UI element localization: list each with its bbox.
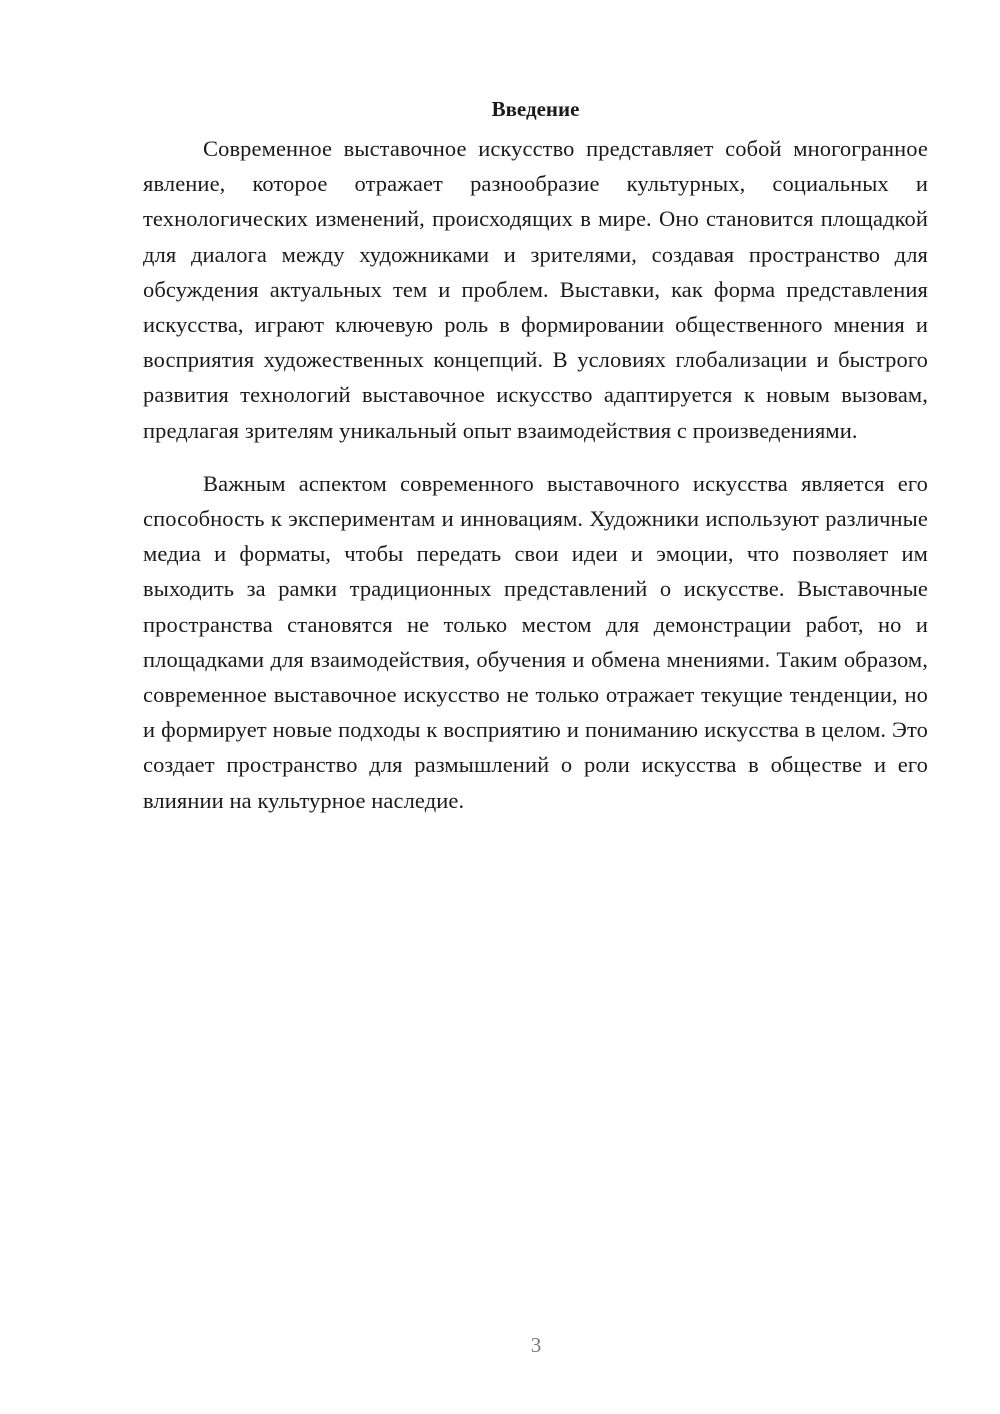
- paragraph-2: Важным аспектом современного выставочного искусства является его способность к экспериментам и инновациям. Художники используют различные медиа и форматы, чтобы передать свои идеи и эмоции, что позволяет им выходить за рамки традиционных представлений о искусстве. Выставочные пространства становятся не только местом для демонстрации работ, но и площадками для взаимодействия, обучения и обмена мнениями. Таким образом, современное выставочное искусство не только отражает текущие тенденции, но и формирует новые подходы к восприятию и пониманию искусства в целом. Это создает пространство для размышлений о роли искусства в обществе и его влиянии на культурное наследие.: [143, 470, 928, 813]
- paragraph-1: Современное выставочное искусство представляет собой многогранное явление, которое отражает разнообразие культурных, социальных и технологических изменений, происходящих в мире. Оно становится площадкой для диалога между художниками и зрителями, создавая пространство для обсуждения актуальных тем и проблем. Выставки, как форма представления искусства, играют ключевую роль в формировании общественного мнения и восприятия художественных концепций. В условиях глобализации и быстрого развития технологий выставочное искусство адаптируется к новым вызовам, предлагая зрителям уникальный опыт взаимодействия с произведениями.: [143, 136, 928, 443]
- section-title: Введение: [491, 97, 580, 121]
- page-content: [143, 92, 928, 818]
- page-number: 3: [530, 1333, 542, 1357]
